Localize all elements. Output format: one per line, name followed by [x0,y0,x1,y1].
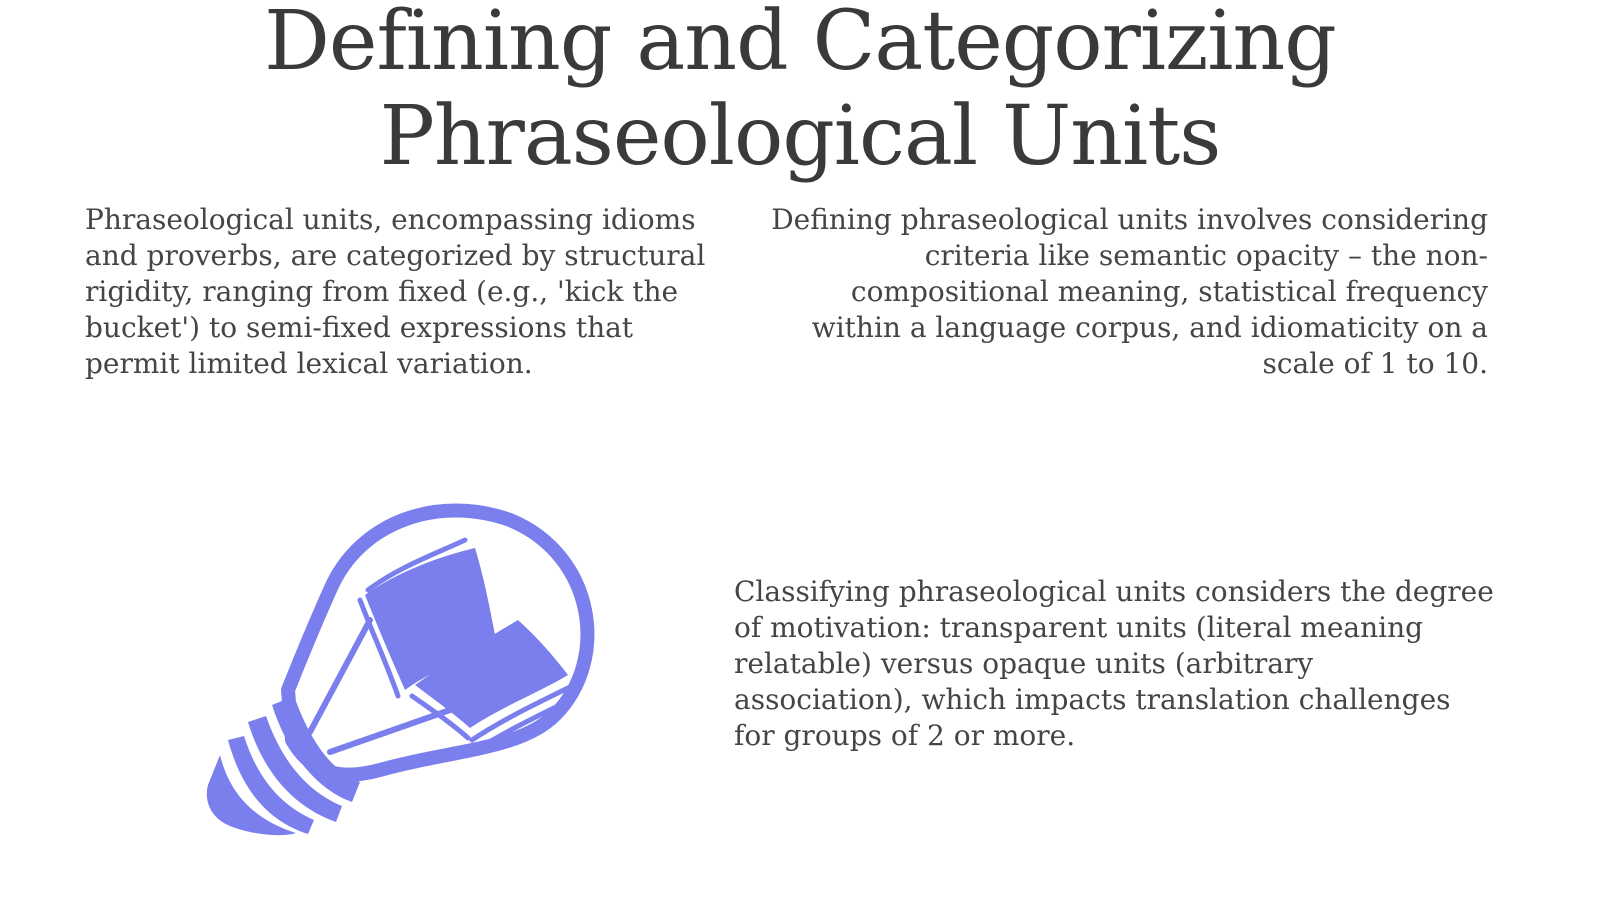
title-line-2: Phraseological Units [379,89,1221,184]
slide-title [0,0,1600,184]
paragraph-defining-criteria: Defining phraseological units involves considering criteria like semantic opacity – the non-compositional meaning, statistical frequency within a language corpus, and idiomaticity on a scale of 1 to 10. [771,203,1488,380]
paragraph-motivation: Classifying phraseological units considers the degree of motivation: transparent units (literal meaning relatable) versus opaque units (arbitrary association), which impacts translation challenges for groups of 2 or more. [734,575,1494,752]
title-line-1: Defining and Categorizing [264,0,1336,89]
lightbulb-book-icon [200,500,620,860]
paragraph-structural-rigidity: Phraseological units, encompassing idioms and proverbs, are categorized by structural rigidity, ranging from fixed (e.g., 'kick the bucket') to semi-fixed expressions that permit limited lexical variation. [85,203,706,380]
